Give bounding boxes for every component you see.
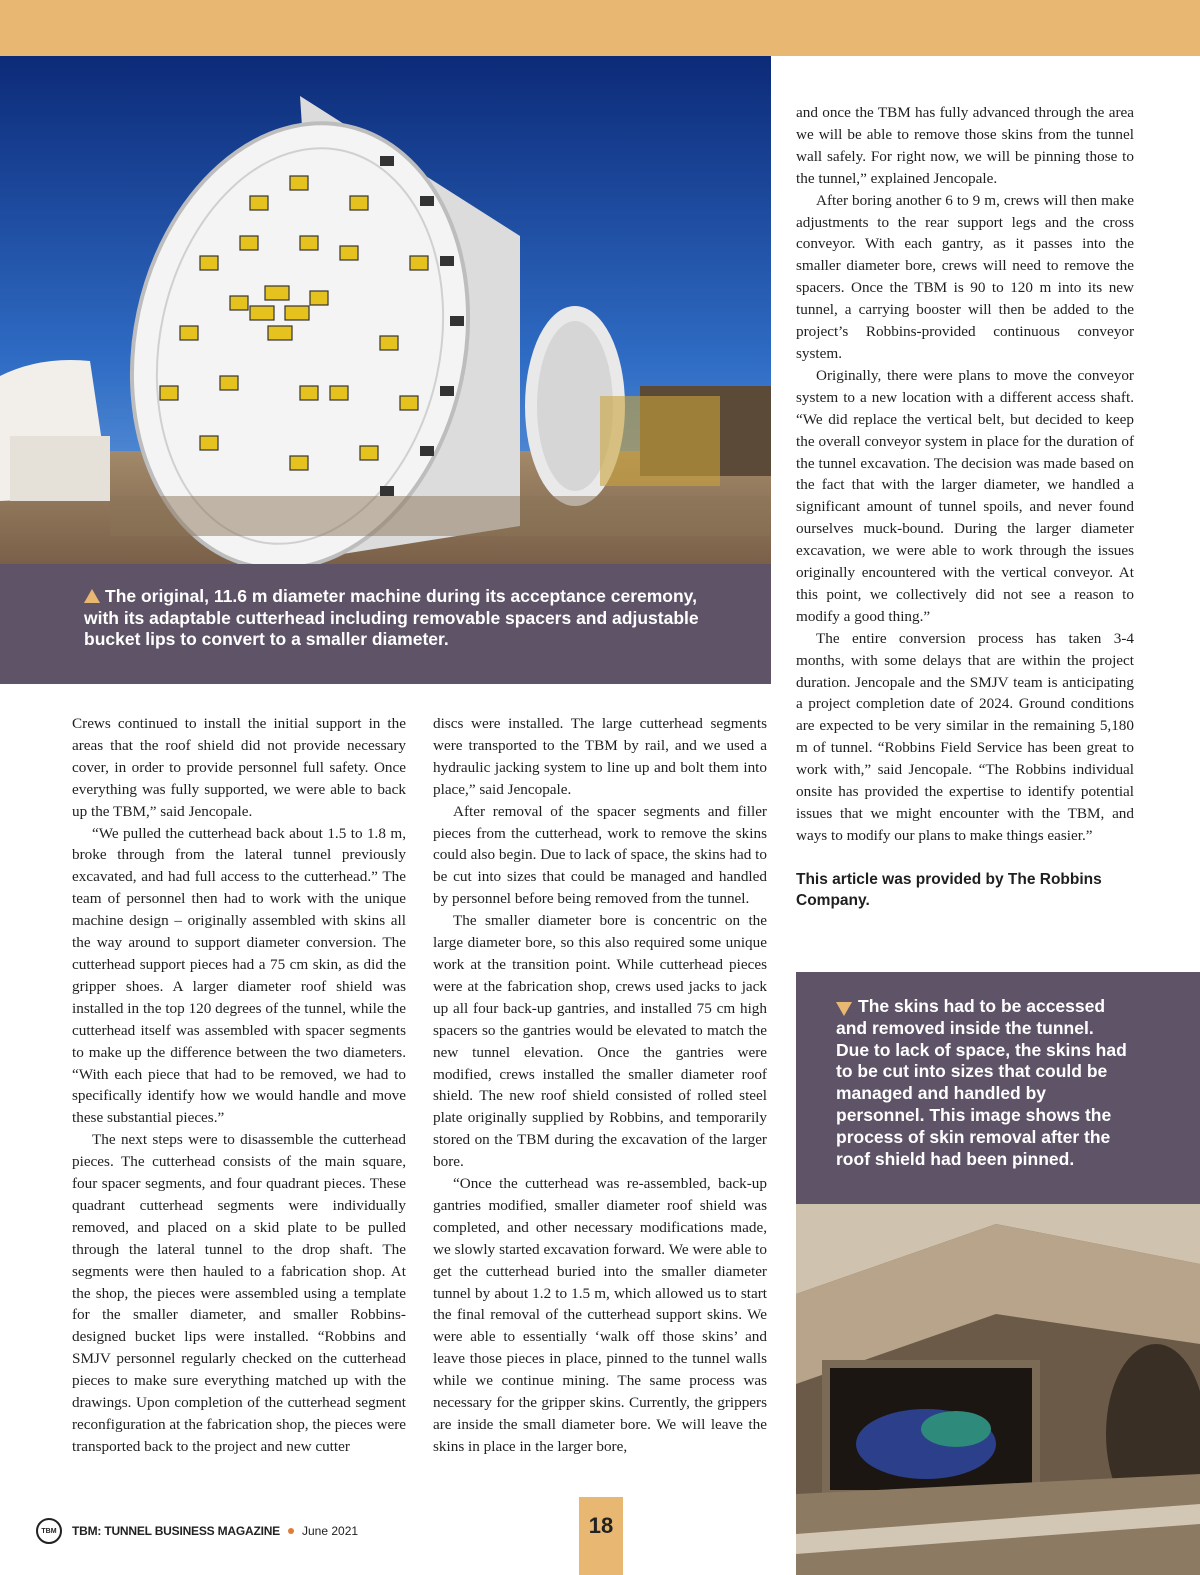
magazine-name: TBM: TUNNEL BUSINESS MAGAZINE bbox=[72, 1524, 280, 1538]
paragraph: “We pulled the cutterhead back about 1.5 to 1.8 m, broke through from the lateral tunnel previously excavated, and had full access to the cutterhead.” The team of personnel then had to work with the unique machine design – originally assembled with skins all the way around to support diameter conversion. The cutterhead support pieces had a 75 cm skin, as did the gripper shoes. A larger diameter roof shield was installed in the top 120 degrees of the tunnel, while the cutterhead itself was assembled with spacer segments to make up the difference between the two diameters. “With each piece that had to be removed, we had to specifically identify how we would handle and move these substantial pieces.” bbox=[72, 824, 406, 1127]
magazine-logo: TBM bbox=[36, 1518, 62, 1544]
skin-removal-photo bbox=[796, 1204, 1200, 1575]
header-band bbox=[0, 0, 1200, 56]
paragraph: “Once the cutterhead was re-assembled, back-up gantries modified, smaller diameter roof shield was completed, and other necessary modifications made, we slowly started excavation forward. We were able to get the cutterhead buried into the smaller diameter tunnel by about 1.2 to 1.5 m, which allowed us to start the final removal of the cutterhead support skins. We were able to essentially ‘walk off those skins’ and leave those pieces in place, pinned to the tunnel walls while we continue mining. The same process was necessary for the gripper skins. Currently, the grippers are inside the small diameter bore. We will leave the skins in place in the larger bore, bbox=[433, 1175, 767, 1455]
separator-dot bbox=[288, 1528, 294, 1534]
page-number: 18 bbox=[579, 1497, 623, 1575]
triangle-up-icon bbox=[84, 589, 100, 603]
issue-date: June 2021 bbox=[301, 1524, 359, 1538]
paragraph: Crews continued to install the initial support in the areas that the roof shield did not provide necessary cover, in order to provide personnel full safety. Once everything was fully supported, we were able to back up the TBM,” said Jencopale. bbox=[72, 715, 406, 820]
paragraph: The entire conversion process has taken 3-4 months, with some delays that are within the project duration. Jencopale and the SMJV team is anticipating a project completion date of 2024. Ground conditions are expected to be very similar in the remaining 5,180 m of tunnel. “Robbins Field Service has been great to work with,” said Jencopale. “The Robbins individual onsite has provided the expertise to identify potential issues that we might encounter with the TBM, and ways to modify our plans to make things easier.” bbox=[796, 629, 1134, 844]
footer bbox=[36, 1516, 358, 1546]
paragraph: discs were installed. The large cutterhead segments were transported to the TBM by rail, and we used a hydraulic jacking system to line up and bolt them into place,” said Jencopale. bbox=[433, 715, 767, 798]
side-photo-caption-text: The skins had to be accessed and removed inside the tunnel. Due to lack of space, the skins had to be cut into sizes that could be managed and handled by personnel. This image shows the process of skin removal after the roof shield had been pinned. bbox=[836, 996, 1127, 1169]
paragraph: Originally, there were plans to move the conveyor system to a new location with a different access shaft. “We did replace the vertical belt, but decided to keep the overall conveyor system in place for the duration of the tunnel excavation. The decision was made based on the fact that with the larger diameter, we handled a significant amount of tunnel spoils, and never found ourselves muck-bound. During the larger diameter excavation, we were able to work through the issues originally encountered with the vertical conveyor. At this point, we collectively did not see a reason to modify a good thing.” bbox=[796, 366, 1134, 625]
article-column-2 bbox=[433, 713, 767, 1458]
photo-caption-text: The original, 11.6 m diameter machine during its acceptance ceremony, with its adaptable cutterhead including removable spacers and adjustable bucket lips to convert to a smaller diameter. bbox=[84, 586, 699, 649]
paragraph: and once the TBM has fully advanced through the area we will be able to remove those skins from the tunnel wall safely. For right now, we will be pinning those to the tunnel,” explained Jencopale. bbox=[796, 104, 1134, 187]
paragraph: After removal of the spacer segments and filler pieces from the cutterhead, work to remove the skins could also begin. Due to lack of space, the skins had to be cut into sizes that could be managed and handled by personnel before being removed from the tunnel. bbox=[433, 802, 767, 908]
paragraph: The next steps were to disassemble the cutterhead pieces. The cutterhead consists of the main square, four spacer segments, and four quadrant pieces. These quadrant cutterhead segments were individually removed, and placed on a skid plate to be pulled through the lateral tunnel to the drop shaft. The segments were then hauled to a fabrication shop. At the shop, the pieces were assembled using a template for the smaller diameter, and smaller Robbins-designed bucket lips were installed. “Robbins and SMJV personnel regularly checked on the cutterhead pieces to make sure everything matched up with the drawings. Upon completion of the cutterhead segment reconfiguration at the fabrication shop, the pieces were transported back to the project and new cutter bbox=[72, 1131, 406, 1455]
paragraph: After boring another 6 to 9 m, crews will then make adjustments to the rear support legs and the cross conveyor. With each gantry, as it passes into the smaller diameter bore, crews will need to remove the spacers. Once the TBM is 90 to 120 m into its new tunnel, a carrying booster will then be added to the project’s Robbins-provided continuous conveyor system. bbox=[796, 191, 1134, 362]
side-photo-caption bbox=[796, 972, 1200, 1204]
article-column-3 bbox=[796, 102, 1134, 912]
tbm-photo bbox=[0, 56, 771, 564]
photo-caption bbox=[0, 564, 771, 684]
article-credit: This article was provided by The Robbins Company. bbox=[796, 870, 1102, 910]
article-column-1 bbox=[72, 713, 406, 1458]
paragraph: The smaller diameter bore is concentric on the large diameter bore, so this also required some unique work at the transition point. While cutterhead pieces were at the fabrication shop, crews used jacks to jack up all four back-up gantries, and installed 75 cm high spacers so the gantries would be elevated to match the new tunnel elevation. Once the gantries were modified, crews installed the smaller diameter roof shield. The new roof shield consisted of rolled steel plate originally supplied by Robbins, and temporarily stored on the TBM during the excavation of the larger bore. bbox=[433, 912, 767, 1171]
triangle-down-icon bbox=[836, 1002, 852, 1016]
